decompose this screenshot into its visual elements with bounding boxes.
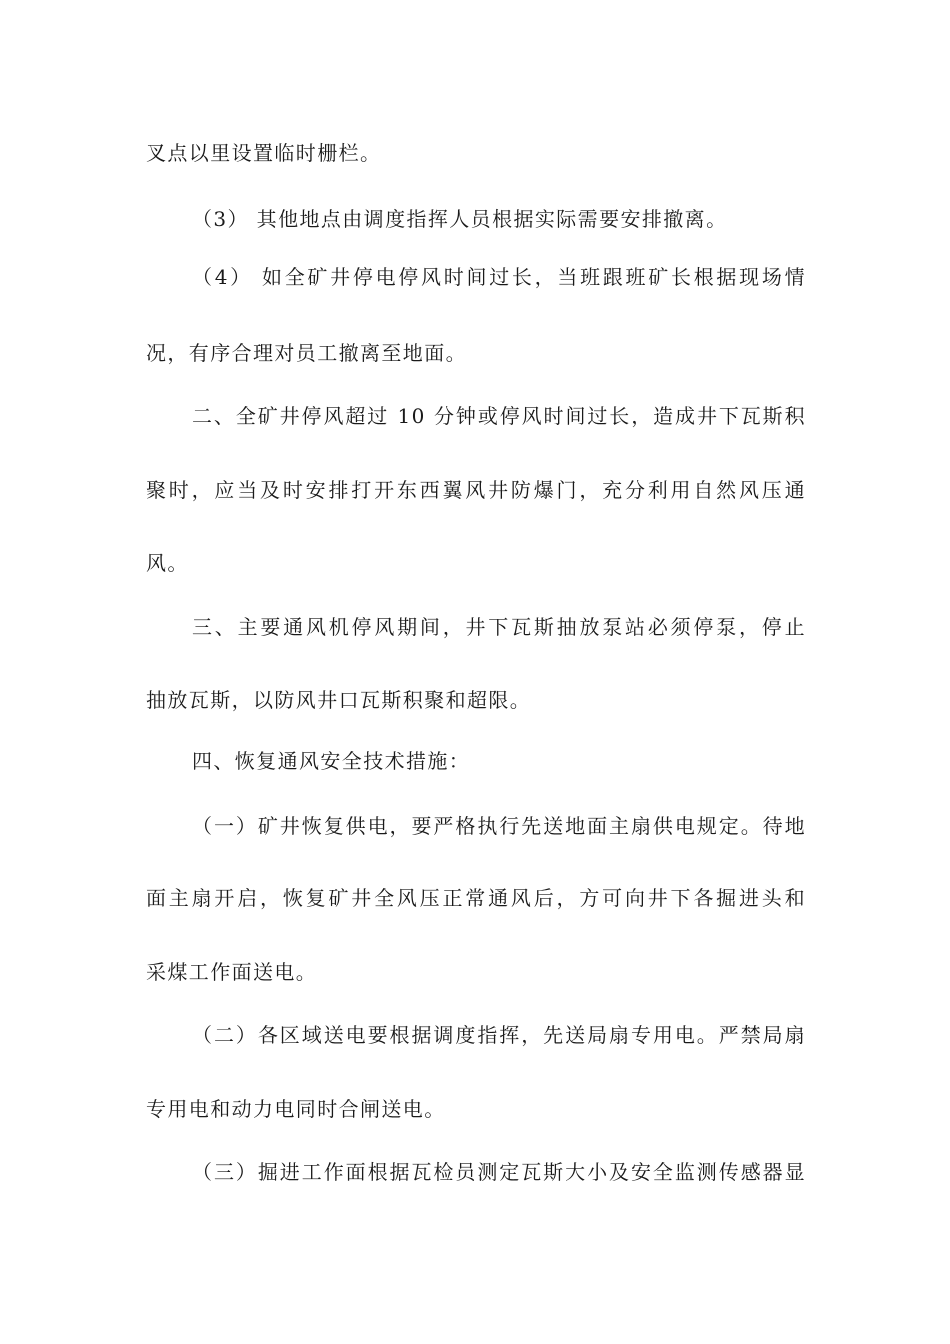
paragraph-line-9: 抽放瓦斯，以防风井口瓦斯积聚和超限。 (146, 688, 532, 712)
paragraph-line-16: （三）掘进工作面根据瓦检员测定瓦斯大小及安全监测传感器显 (192, 1160, 806, 1184)
paragraph-line-5: 二、全矿井停风超过 10 分钟或停风时间过长，造成井下瓦斯积 (192, 404, 806, 428)
paragraph-line-10: 四、恢复通风安全技术措施： (192, 749, 471, 773)
paragraph-line-13: 采煤工作面送电。 (146, 960, 318, 984)
paragraph-line-15: 专用电和动力电同时合闸送电。 (146, 1097, 446, 1121)
paragraph-line-7: 风。 (146, 551, 189, 575)
paragraph-line-14: （二）各区域送电要根据调度指挥，先送局扇专用电。严禁局扇 (192, 1023, 806, 1047)
paragraph-line-12: 面主扇开启，恢复矿井全风压正常通风后，方可向井下各掘进头和 (146, 886, 806, 910)
paragraph-line-2: （3） 其他地点由调度指挥人员根据实际需要安排撤离。 (192, 207, 728, 231)
paragraph-line-8: 三、主要通风机停风期间，井下瓦斯抽放泵站必须停泵，停止 (192, 615, 806, 639)
paragraph-line-4: 况，有序合理对员工撤离至地面。 (146, 341, 467, 365)
paragraph-line-6: 聚时，应当及时安排打开东西翼风井防爆门，充分利用自然风压通 (146, 478, 806, 502)
paragraph-line-3: （4） 如全矿井停电停风时间过长，当班跟班矿长根据现场情 (192, 265, 806, 289)
paragraph-line-1: 叉点以里设置临时栅栏。 (146, 141, 382, 165)
paragraph-line-11: （一）矿井恢复供电，要严格执行先送地面主扇供电规定。待地 (192, 814, 806, 838)
